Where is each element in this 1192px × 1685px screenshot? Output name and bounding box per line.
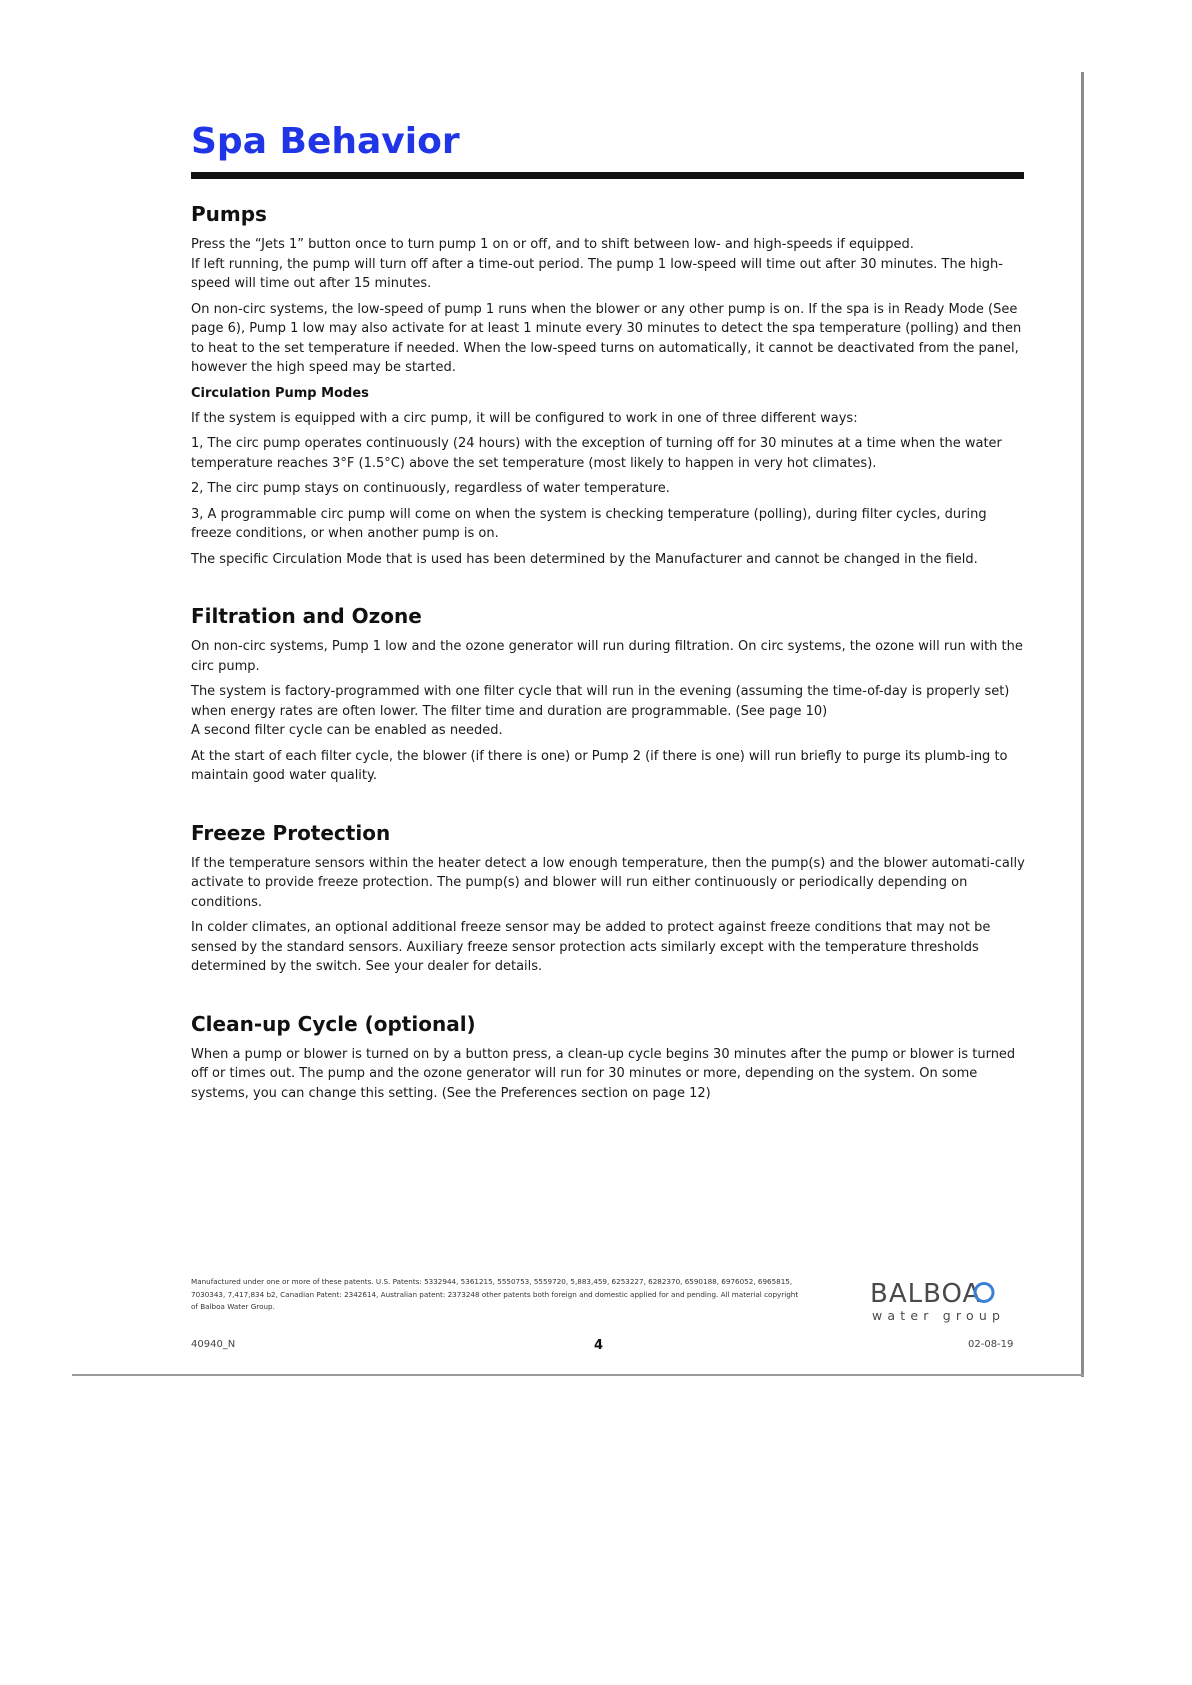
filtration-paragraph: A second filter cycle can be enabled as needed. (191, 723, 503, 738)
section-cleanup-cycle (191, 1011, 1026, 1104)
logo-text-bottom: water group (872, 1308, 1006, 1323)
section-heading-pumps: Pumps (191, 202, 267, 226)
pumps-paragraph: 1, The circ pump operates continuously (24 hours) with the exception of turning off for 30 minutes at a time when the water temperature reaches 3°F (1.5°C) above the set temperature (most likely to happen in very hot climates). (191, 436, 1002, 471)
page-title: Spa Behavior (191, 121, 460, 162)
section-heading-freeze: Freeze Protection (191, 820, 391, 845)
section-pumps (191, 201, 1026, 569)
title-rule (191, 172, 1024, 179)
page-edge-bottom (72, 1374, 1084, 1376)
section-filtration (191, 603, 1026, 786)
freeze-paragraph: If the temperature sensors within the heater detect a low enough temperature, then the pump(s) and the blower automati-cally activate to provide freeze protection. The pump(s) and blower will run either continuously or periodically depending on conditions. (191, 855, 1025, 910)
document-id: 40940_N (191, 1339, 236, 1350)
balboa-logo-icon (868, 1276, 1028, 1324)
section-heading-cleanup: Clean-up Cycle (optional) (191, 1011, 476, 1036)
pumps-paragraph: 3, A programmable circ pump will come on when the system is checking temperature (polling), during filter cycles, during freeze conditions, or when another pump is on. (191, 506, 987, 541)
section-freeze-protection (191, 820, 1026, 977)
balboa-logo (868, 1276, 1028, 1324)
pumps-paragraph: If left running, the pump will turn off after a time-out period. The pump 1 low-speed will time out after 30 minutes. The high-speed will time out after 15 minutes. (191, 256, 1003, 291)
patent-notice: Manufactured under one or more of these patents. U.S. Patents: 5332944, 5361215, 5550753, 5559720, 5,883,459, 6253227, 6282370, 6590188, 6976052, 6965815, 7030343, 7,417,834 b2, Canadian Patent: 2342614, Australian patent: 2373248 other patents both foreign and domestic applied for and pending. All material copyright of Balboa Water Group. (191, 1277, 799, 1311)
logo-text-top: BALBOA (870, 1279, 982, 1309)
cleanup-paragraph: When a pump or blower is turned on by a button press, a clean-up cycle begins 30 minutes after the pump or blower is turned off or times out. The pump and the ozone generator will run for 30 minutes or more, depending on the system. On some systems, you can change this setting. (See the Preferences section on page 12) (191, 1046, 1016, 1101)
pumps-paragraph: Press the “Jets 1” button once to turn pump 1 on or off, and to shift between low- and high-speeds if equipped. (191, 237, 914, 252)
document-date: 02-08-19 (968, 1339, 1014, 1350)
document-content (191, 118, 1026, 1103)
freeze-paragraph: In colder climates, an optional additional freeze sensor may be added to protect against freeze conditions that may not be sensed by the standard sensors. Auxiliary freeze sensor protection acts similarly except with the temperature thresholds determined by the switch. See your dealer for details. (191, 920, 991, 974)
pumps-paragraph: If the system is equipped with a circ pump, it will be configured to work in one of three different ways: (191, 410, 858, 426)
filtration-paragraph: At the start of each filter cycle, the blower (if there is one) or Pump 2 (if there is one) will run briefly to purge its plumb-ing to maintain good water quality. (191, 748, 1008, 783)
section-heading-filtration: Filtration and Ozone (191, 604, 422, 628)
filtration-paragraph: On non-circ systems, Pump 1 low and the ozone generator will run during filtration. On circ systems, the ozone will run with the circ pump. (191, 639, 1023, 674)
pumps-paragraph: The specific Circulation Mode that is used has been determined by the Manufacturer and cannot be changed in the field. (191, 551, 978, 567)
filtration-paragraph: The system is factory-programmed with one filter cycle that will run in the evening (assuming the time-of-day is properly set) when energy rates are often lower. The filter time and duration are programmable. (See page 10) (191, 684, 1010, 719)
pumps-paragraph: 2, The circ pump stays on continuously, regardless of water temperature. (191, 481, 670, 496)
page-number: 4 (594, 1338, 604, 1353)
pumps-paragraph: On non-circ systems, the low-speed of pump 1 runs when the blower or any other pump is on. If the spa is in Ready Mode (See page 6), Pump 1 low may also activate for at least 1 minute every 30 minutes to detect the spa temperature (polling) and then to heat to the set temperature if needed. When the low-speed turns on automatically, it cannot be deactivated from the panel, however the high speed may be started. (191, 301, 1022, 375)
subheading-circulation-pump-modes: Circulation Pump Modes (191, 385, 369, 401)
page-edge-right (1081, 72, 1084, 1377)
